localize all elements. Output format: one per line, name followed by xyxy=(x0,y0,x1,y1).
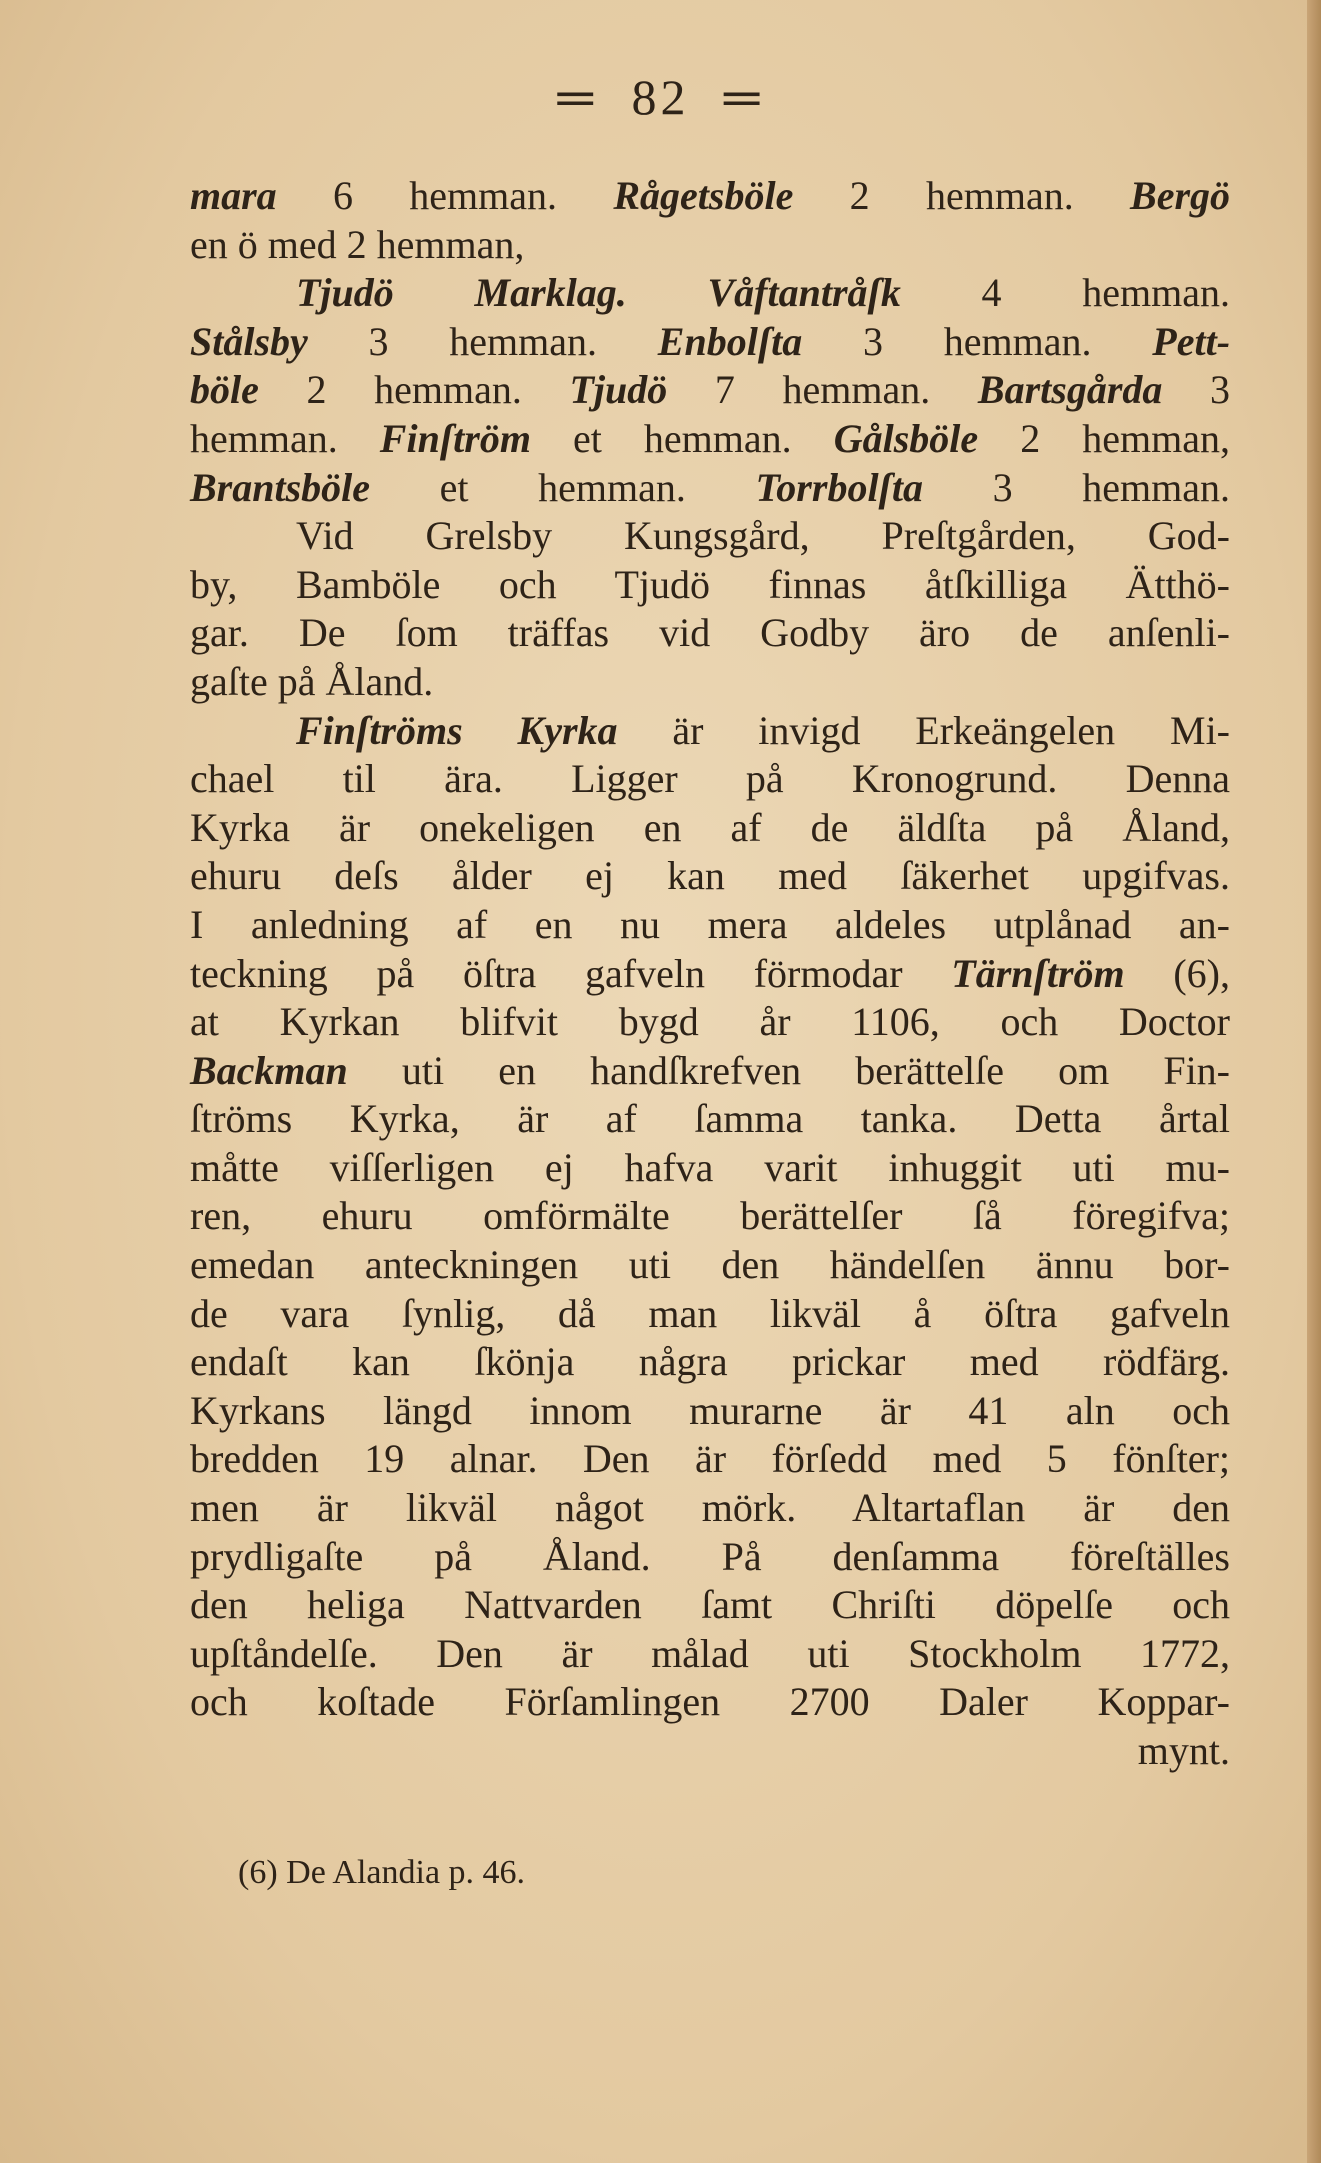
text-span: 2 hemman. xyxy=(258,367,570,413)
text-span: är invigd Erkeängelen Mi- xyxy=(617,707,1231,753)
text-span: och koſtade Förſamlingen 2700 Daler Koppar- xyxy=(190,1679,1230,1725)
text-line xyxy=(190,950,1230,999)
text-span: 3 hemman. xyxy=(802,318,1153,364)
text-line xyxy=(190,1581,1230,1630)
text-line xyxy=(190,1435,1230,1484)
italic-name: Rågetsböle xyxy=(613,173,794,218)
italic-name: Finſtröms Kyrka xyxy=(296,707,618,753)
text-span: mynt. xyxy=(1137,1728,1230,1773)
text-span: 3 hemman. xyxy=(307,318,658,364)
text-line xyxy=(190,1678,1230,1727)
text-line xyxy=(190,1484,1230,1533)
text-line xyxy=(190,1533,1230,1582)
text-line xyxy=(190,1095,1230,1144)
text-span: Kyrkans längd innom murarne är 41 aln och xyxy=(190,1387,1230,1433)
text-line xyxy=(190,901,1230,950)
text-line xyxy=(190,852,1230,901)
italic-name: Finſtröm xyxy=(379,415,531,461)
text-span: Kyrka är onekeligen en af de äldſta på Åland, xyxy=(190,804,1230,850)
text-span: ſtröms Kyrka, är af ſamma tanka. Detta årtal xyxy=(190,1096,1230,1142)
text-span: endaſt kan ſkönja några prickar med rödfärg. xyxy=(190,1339,1230,1385)
text-span: (6), xyxy=(1124,950,1231,996)
text-line xyxy=(190,221,1230,270)
text-line xyxy=(190,1047,1230,1096)
header-rule-left: ═ xyxy=(557,69,597,125)
text-line xyxy=(190,464,1230,513)
text-line xyxy=(190,658,1230,707)
page-number: 82 xyxy=(631,69,690,125)
text-line xyxy=(190,366,1230,415)
text-span xyxy=(627,270,708,315)
italic-name: Backman xyxy=(190,1047,348,1093)
text-line xyxy=(190,1727,1230,1776)
text-line xyxy=(190,1338,1230,1387)
text-span: 4 hemman. xyxy=(900,270,1231,316)
text-span: den heliga Nattvarden ſamt Chriſti döpelſe och xyxy=(190,1582,1230,1628)
italic-name: Bartsgårda xyxy=(977,367,1163,413)
italic-name: Våftantråſk xyxy=(707,270,901,316)
text-span: bredden 19 alnar. Den är förſedd med 5 fönſter; xyxy=(190,1436,1230,1482)
text-span: 3 hemman. xyxy=(923,464,1230,510)
text-span: teckning på öſtra gafveln förmodar xyxy=(190,950,952,996)
text-line xyxy=(190,1241,1230,1290)
italic-name: Pett- xyxy=(1152,318,1231,364)
text-line xyxy=(190,804,1230,853)
text-span: et hemman. xyxy=(370,464,756,510)
italic-name: Bergö xyxy=(1130,173,1231,218)
text-span: 7 hemman. xyxy=(667,367,978,413)
text-span: gaſte på Åland. xyxy=(190,658,434,704)
text-span: måtte viſſerligen ej hafva varit inhuggit uti mu- xyxy=(190,1144,1230,1190)
text-line xyxy=(190,1290,1230,1339)
text-span: ren, ehuru omförmälte berättelſer ſå föregifva; xyxy=(190,1193,1230,1239)
text-span: prydligaſte på Åland. På denſamma föreſtälles xyxy=(190,1533,1230,1579)
text-span: 2 hemman, xyxy=(978,415,1230,461)
text-span: hemman. xyxy=(190,415,380,461)
text-line xyxy=(190,512,1230,561)
text-line xyxy=(190,609,1230,658)
italic-name: Enbolſta xyxy=(657,318,803,364)
text-line xyxy=(190,1630,1230,1679)
italic-name: Tjudö Marklag. xyxy=(296,270,627,316)
text-line xyxy=(190,415,1230,464)
text-span: 3 xyxy=(1162,367,1231,413)
text-span: uti en handſkrefven berättelſe om Fin- xyxy=(347,1047,1230,1093)
italic-name: Gålsböle xyxy=(833,415,979,461)
text-span: et hemman. xyxy=(530,415,834,461)
text-line xyxy=(190,318,1230,367)
text-line xyxy=(190,1192,1230,1241)
text-line xyxy=(190,1144,1230,1193)
text-span: men är likväl något mörk. Altartaflan är den xyxy=(190,1485,1230,1531)
text-line xyxy=(190,998,1230,1047)
text-span: at Kyrkan blifvit bygd år 1106, och Doctor xyxy=(190,999,1230,1045)
text-span: by, Bamböle och Tjudö finnas åtſkilliga Ätthö- xyxy=(190,561,1230,607)
text-line xyxy=(190,1387,1230,1436)
page-header xyxy=(0,68,1321,126)
italic-name: mara xyxy=(190,173,277,218)
text-span: I anledning af en nu mera aldeles utplånad an- xyxy=(190,901,1230,947)
text-span: de vara ſynlig, då man likväl å öſtra gafveln xyxy=(190,1290,1230,1336)
text-span: 6 hemman. xyxy=(276,173,614,218)
italic-name: Tärnſtröm xyxy=(951,950,1125,996)
body-text xyxy=(190,172,1230,1776)
text-line xyxy=(190,755,1230,804)
text-span: gar. De ſom träffas vid Godby äro de anſenli- xyxy=(190,610,1230,656)
text-span: ehuru deſs ålder ej kan med ſäkerhet upgifvas. xyxy=(190,853,1230,899)
text-line xyxy=(190,561,1230,610)
text-line xyxy=(190,707,1230,756)
text-span: emedan anteckningen uti den händelſen ännu bor- xyxy=(190,1242,1230,1288)
text-span: Vid Grelsby Kungsgård, Preſtgården, God- xyxy=(296,513,1230,559)
text-span: chael til ära. Ligger på Kronogrund. Denna xyxy=(190,756,1230,802)
page-edge xyxy=(1307,0,1321,2163)
italic-name: Brantsböle xyxy=(190,464,371,510)
italic-name: böle xyxy=(190,367,259,413)
italic-name: Tjudö xyxy=(569,367,668,413)
text-span: en ö med 2 hemman, xyxy=(190,221,525,267)
text-line xyxy=(190,269,1230,318)
text-span: upſtåndelſe. Den är målad uti Stockholm 1772, xyxy=(190,1630,1230,1676)
text-line xyxy=(190,172,1230,221)
footnote: (6) De Alandia p. 46. xyxy=(238,1854,526,1891)
italic-name: Stålsby xyxy=(190,318,308,364)
header-rule-right: ═ xyxy=(724,69,764,125)
italic-name: Torrbolſta xyxy=(755,464,923,510)
text-span: 2 hemman. xyxy=(793,173,1131,218)
